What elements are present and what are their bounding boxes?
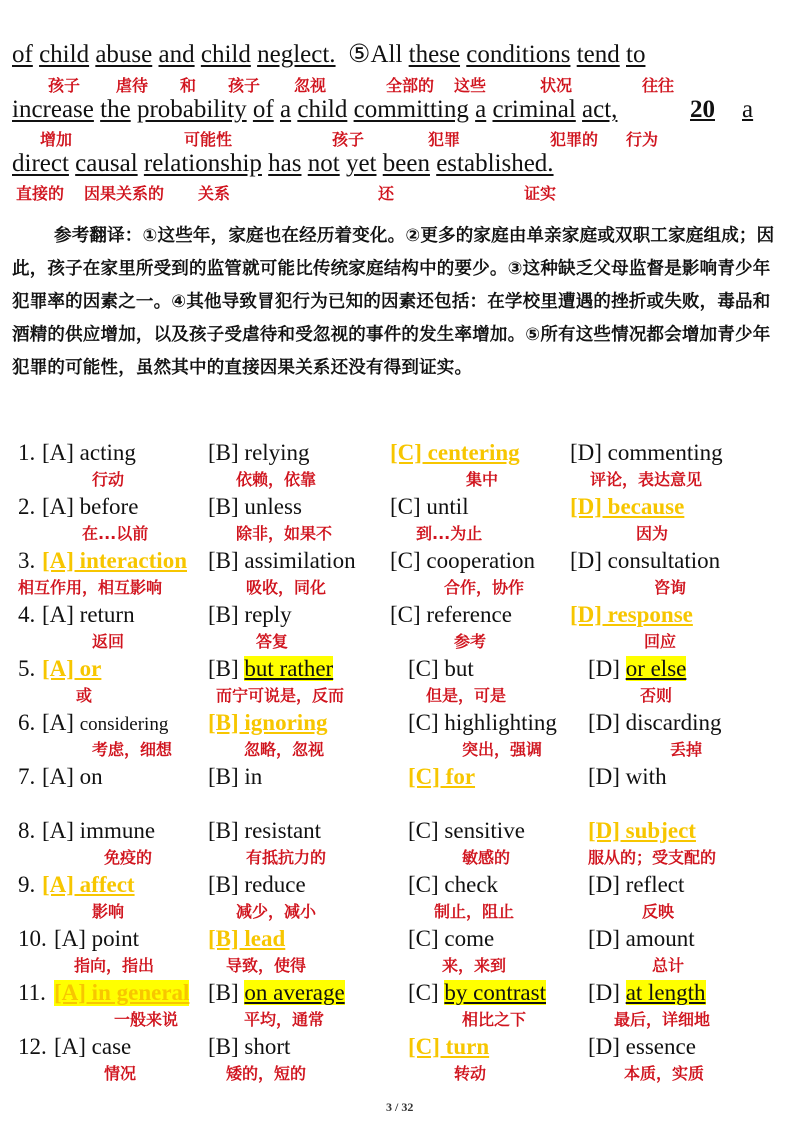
- gloss-c: 合作，协作: [444, 578, 525, 597]
- gloss-a: 或: [76, 686, 93, 705]
- gloss-d: 因为: [636, 524, 669, 543]
- gloss-d: 丢掉: [670, 740, 703, 759]
- option-c: [C] reference: [390, 602, 512, 627]
- option-c-answer: [C] turn: [408, 1034, 490, 1059]
- word: tend: [576, 41, 620, 68]
- gloss-d: 总计: [652, 956, 685, 975]
- word: ⑤All: [348, 41, 403, 68]
- option-letter: [D]: [588, 656, 626, 681]
- word: to: [626, 41, 646, 68]
- gloss: 行为: [626, 130, 659, 149]
- gloss-c: 参考: [454, 632, 487, 651]
- option-text-highlighted: or else: [625, 656, 687, 681]
- word: of: [252, 96, 274, 123]
- gloss-c: 敏感的: [462, 848, 511, 867]
- option-d-answer: [D] subject: [588, 818, 696, 843]
- word: child: [39, 41, 90, 68]
- gloss-b: 矮的，短的: [226, 1064, 307, 1083]
- option-a: [42, 710, 168, 738]
- option-c: [C] sensitive: [408, 818, 525, 843]
- passage-line-1: [12, 40, 645, 70]
- gloss-c: 到...为止: [416, 524, 483, 543]
- word: been: [382, 150, 430, 177]
- word: child: [297, 96, 348, 123]
- gloss-d: 本质，实质: [624, 1064, 705, 1083]
- word: has: [268, 150, 302, 177]
- option-c: [408, 980, 546, 1006]
- gloss: 增加: [40, 130, 73, 149]
- gloss-d: 回应: [644, 632, 677, 651]
- option-d: [D] consultation: [570, 548, 721, 573]
- reference-translation: 参考翻译：①这些年，家庭也在经历着变化。②更多的家庭由单亲家庭或双职工家庭组成；因此，孩子在家里所受到的监管就可能比传统家庭结构中的要少。③这种缺乏父母监督是影响青少年犯罪率的因素之一。④其他导致冒犯行为已知的因素还包括：在学校里遭遇的挫折或失败，毒品和酒精的供应增加，以及孩子受虐待和受忽视的事件的发生率增加。⑤所有这些情况都会增加青少年犯罪的可能性，虽然其中的直接因果关系还没有得到证实。: [12, 226, 775, 378]
- gloss-d: 否则: [640, 686, 673, 705]
- word: probability: [136, 96, 247, 123]
- word: the: [100, 96, 131, 123]
- word: these: [408, 41, 461, 68]
- gloss-a: 相互作用，相互影响: [18, 578, 163, 597]
- question-number: 7.: [18, 764, 36, 789]
- gloss: 忽视: [294, 76, 327, 95]
- gloss-c: 突出，强调: [462, 740, 543, 759]
- passage-line-3: [12, 149, 554, 179]
- gloss-c: 转动: [454, 1064, 487, 1083]
- option-a: [A] acting: [42, 440, 136, 465]
- option-d-answer: [D] because: [570, 494, 685, 519]
- option-a-answer: [A] affect: [42, 872, 135, 897]
- gloss-a: 情况: [104, 1064, 137, 1083]
- option-b-answer: [B] lead: [208, 926, 286, 951]
- gloss-c: 相比之下: [462, 1010, 527, 1029]
- gloss-a: 在...以前: [82, 524, 149, 543]
- gloss: 关系: [198, 184, 231, 203]
- gloss-b: 忽略，忽视: [244, 740, 325, 759]
- option-b-answer: [B] ignoring: [208, 710, 328, 735]
- gloss-c: 集中: [466, 470, 499, 489]
- gloss-d: 服从的；受支配的: [588, 848, 717, 867]
- option-b: [B] assimilation: [208, 548, 356, 573]
- gloss: 这些: [454, 76, 487, 95]
- word: causal: [75, 150, 138, 177]
- gloss-d: 咨询: [654, 578, 687, 597]
- question-number: 2.: [18, 494, 36, 519]
- option-b: [208, 656, 333, 682]
- gloss: 犯罪的: [550, 130, 599, 149]
- word: established.: [436, 150, 554, 177]
- word: a: [742, 96, 754, 123]
- gloss-a: 考虑，细想: [92, 740, 173, 759]
- option-a: [A] return: [42, 602, 135, 627]
- option-c: [C] highlighting: [408, 710, 557, 735]
- gloss: 直接的: [16, 184, 65, 203]
- word: direct: [12, 150, 69, 177]
- gloss-b: 减少，减小: [236, 902, 317, 921]
- word: criminal: [492, 96, 576, 123]
- option-text-highlighted: on average: [244, 980, 345, 1005]
- option-letter: [B]: [208, 656, 245, 681]
- word: yet: [345, 150, 377, 177]
- option-d: [D] with: [588, 764, 667, 789]
- word: of: [12, 41, 33, 68]
- gloss-b: 依赖，依靠: [236, 470, 317, 489]
- gloss-b: 平均，通常: [244, 1010, 325, 1029]
- question-number: 1.: [18, 440, 36, 465]
- gloss: 孩子: [332, 130, 365, 149]
- option-a: [A] before: [42, 494, 139, 519]
- option-letter: [C]: [408, 980, 445, 1005]
- word: not: [307, 150, 340, 177]
- gloss-b: 除非，如果不: [236, 524, 333, 543]
- option-b: [B] resistant: [208, 818, 322, 843]
- option-c: [C] cooperation: [390, 548, 535, 573]
- word: and: [158, 41, 195, 68]
- gloss-a: 一般来说: [114, 1010, 179, 1029]
- gloss: 状况: [540, 76, 573, 95]
- option-c: [C] check: [408, 872, 499, 897]
- word: relationship: [143, 150, 262, 177]
- gloss-b: 答复: [256, 632, 289, 651]
- question-number: 10.: [18, 926, 47, 951]
- option-c-answer: [C] centering: [390, 440, 520, 465]
- option-d: [588, 980, 706, 1006]
- gloss: 还: [378, 184, 395, 203]
- gloss: 犯罪: [428, 130, 461, 149]
- gloss: 因果关系的: [84, 184, 165, 203]
- option-d: [D] amount: [588, 926, 695, 951]
- question-number: 9.: [18, 872, 36, 897]
- option-d-answer: [D] response: [570, 602, 693, 627]
- gloss-a: 返回: [92, 632, 125, 651]
- gloss: 全部的: [386, 76, 435, 95]
- option-c-answer: [C] for: [408, 764, 476, 789]
- option-a-answer: [A] or: [42, 656, 102, 681]
- option-b: [B] in: [208, 764, 263, 789]
- option-b: [B] short: [208, 1034, 291, 1059]
- option-text-highlighted: at length: [625, 980, 706, 1005]
- option-d: [D] reflect: [588, 872, 685, 897]
- gloss-c: 但是，可是: [426, 686, 507, 705]
- option-d: [D] essence: [588, 1034, 696, 1059]
- question-number: 11.: [18, 980, 46, 1005]
- gloss-c: 来，来到: [442, 956, 507, 975]
- gloss-b: 导致，使得: [226, 956, 307, 975]
- word: child: [200, 41, 251, 68]
- gloss-a: 影响: [92, 902, 125, 921]
- blank-number: 20: [690, 96, 715, 123]
- gloss-c: 制止，阻止: [434, 902, 515, 921]
- option-text-highlighted: but rather: [244, 656, 334, 681]
- option-letter: [A]: [42, 710, 80, 735]
- gloss-d: 最后，详细地: [614, 1010, 711, 1029]
- option-d: [D] commenting: [570, 440, 723, 465]
- option-a-answer: [A] interaction: [42, 548, 187, 573]
- option-b: [B] unless: [208, 494, 302, 519]
- question-number: 5.: [18, 656, 36, 681]
- gloss: 证实: [524, 184, 557, 203]
- gloss: 和: [180, 76, 197, 95]
- word: abuse: [95, 41, 153, 68]
- option-text-highlighted: by contrast: [444, 980, 546, 1005]
- option-letter: [D]: [588, 980, 626, 1005]
- option-letter: [B]: [208, 980, 245, 1005]
- option-c: [C] but: [408, 656, 474, 681]
- gloss: 往往: [642, 76, 675, 95]
- gloss-d: 反映: [642, 902, 675, 921]
- gloss-a: 指向，指出: [74, 956, 155, 975]
- gloss-b: 有抵抗力的: [246, 848, 327, 867]
- word: increase: [12, 96, 94, 123]
- option-d: [588, 656, 686, 682]
- option-a: [A] immune: [42, 818, 156, 843]
- gloss: 孩子: [48, 76, 81, 95]
- gloss-d: 评论，表达意见: [590, 470, 703, 489]
- passage-line-2: [12, 95, 617, 125]
- option-a: [A] on: [42, 764, 103, 789]
- word: neglect.: [257, 41, 336, 68]
- option-d: [D] discarding: [588, 710, 722, 735]
- gloss: 孩子: [228, 76, 261, 95]
- gloss-b: 而宁可说是，反而: [216, 686, 345, 705]
- question-number: 12.: [18, 1034, 47, 1059]
- gloss-a: 行动: [92, 470, 125, 489]
- word: act,: [582, 96, 618, 123]
- gloss-b: 吸收，同化: [246, 578, 327, 597]
- word: conditions: [466, 41, 571, 68]
- gloss-a: 免疫的: [104, 848, 153, 867]
- word: a: [279, 96, 292, 123]
- option-a: [A] case: [54, 1034, 132, 1059]
- option-b: [B] reduce: [208, 872, 306, 897]
- gloss: 可能性: [184, 130, 233, 149]
- word: a: [475, 96, 487, 123]
- gloss: 虐待: [116, 76, 149, 95]
- option-c: [C] until: [390, 494, 469, 519]
- option-a: [A] point: [54, 926, 139, 951]
- option-a-answer: [A] in general: [54, 980, 190, 1005]
- option-b: [B] reply: [208, 602, 292, 627]
- word: committing: [353, 96, 469, 123]
- question-number: 6.: [18, 710, 36, 735]
- option-text: considering: [79, 714, 169, 735]
- option-c: [C] come: [408, 926, 495, 951]
- option-b: [208, 980, 345, 1006]
- question-number: 4.: [18, 602, 36, 627]
- question-number: 8.: [18, 818, 36, 843]
- page-number: 3 / 32: [386, 1100, 414, 1114]
- question-number: 3.: [18, 548, 36, 573]
- option-b: [B] relying: [208, 440, 310, 465]
